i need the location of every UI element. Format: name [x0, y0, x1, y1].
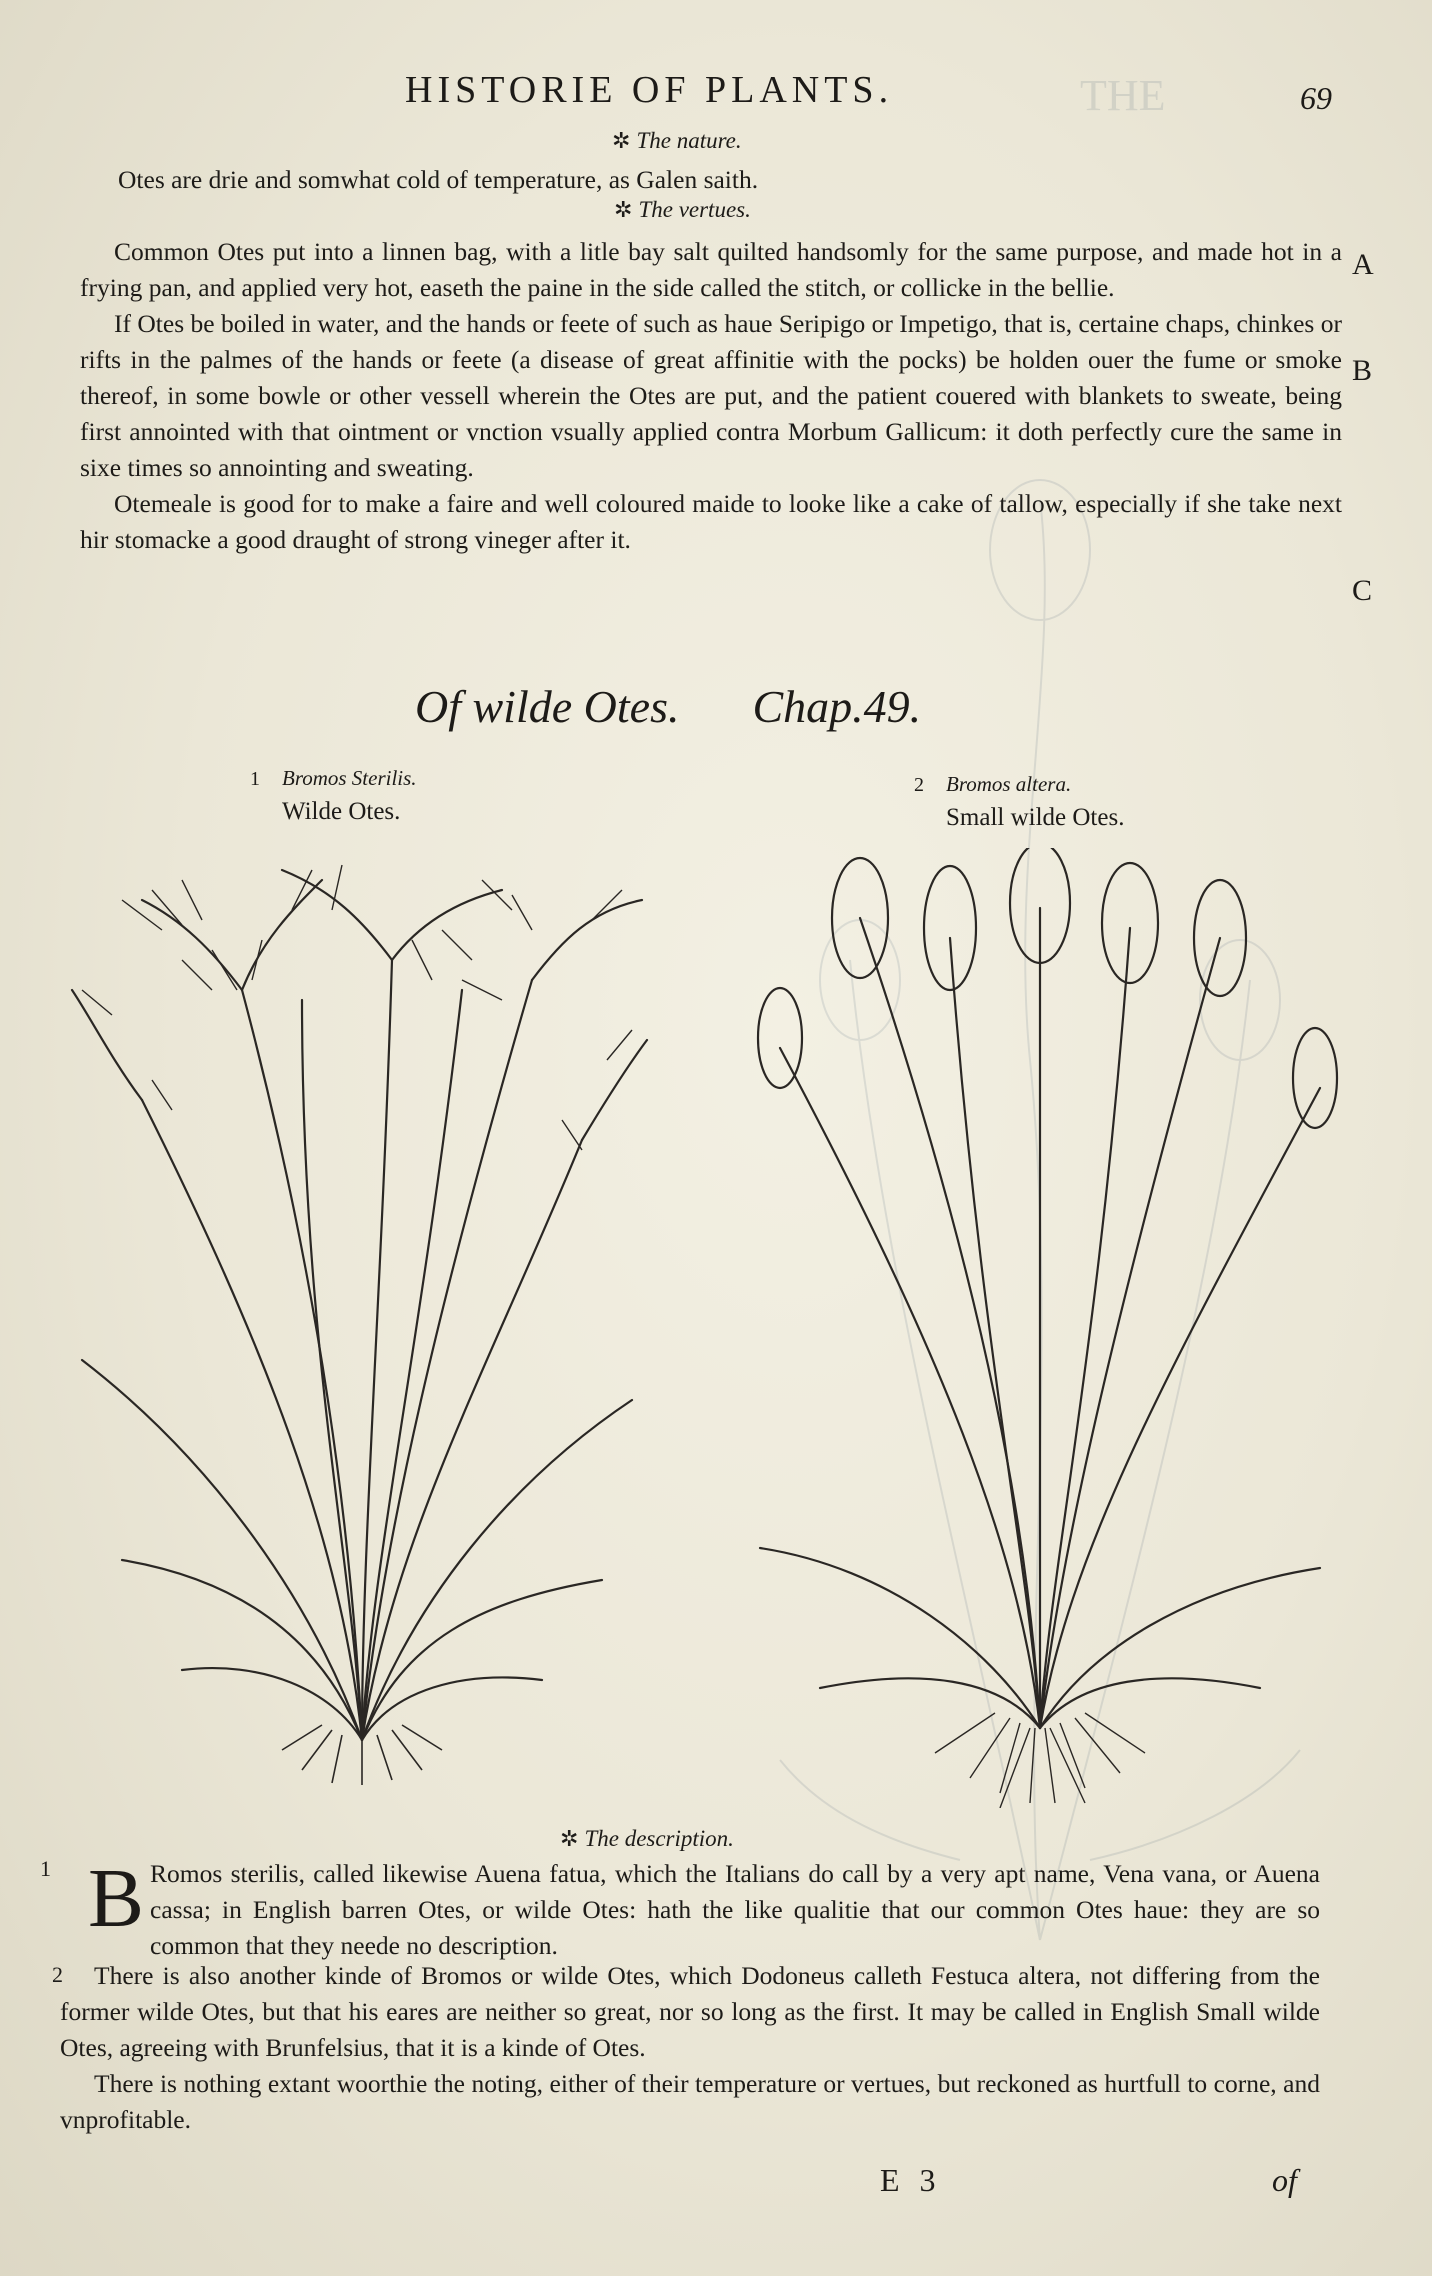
vertues-body: [80, 234, 1342, 558]
description-item-1-text: Romos sterilis, called likewise Auena fatua, which the Italians do call by a very apt name, Vena vana, or Auena cassa; in English barren Otes, or wilde Otes: hath the like qualitie that our common Otes haue: they are so common that they neede no description.: [150, 1859, 1320, 1960]
page-number: 69: [1300, 80, 1332, 116]
vertue-paragraph-c: Otemeale is good for to make a faire and well coloured maide to looke like a cake of tallow, especially if she take next hir stomacke a good draught of strong vineger after it.: [80, 489, 1342, 554]
wild-oats-woodcut-illustration: [62, 840, 652, 1790]
nature-text: Otes are drie and somwhat cold of temperature, as Galen saith.: [118, 165, 759, 194]
catchword: of: [1272, 2162, 1297, 2198]
figure-2-number: 2: [914, 774, 924, 796]
description-item-1-number: 1: [40, 1856, 51, 1881]
description-heading: [560, 1826, 734, 1852]
chapter-title: Of wilde Otes.: [415, 681, 680, 732]
figure-2-latin-name: Bromos altera.: [946, 772, 1072, 796]
small-wild-oats-woodcut-illustration: [740, 848, 1340, 1808]
drop-cap-letter: B: [88, 1852, 145, 1945]
margin-letter-b: B: [1352, 354, 1373, 387]
asterisk-ornament-icon: ✲: [560, 1826, 579, 1851]
nature-heading-text: The nature.: [636, 128, 742, 153]
figure-2-english-name: Small wilde Otes.: [946, 804, 1125, 831]
figure-1-number: 1: [250, 768, 260, 790]
figure-1-english-name: Wilde Otes.: [282, 798, 401, 825]
margin-letter-c: C: [1352, 574, 1373, 607]
vertue-paragraph-b: If Otes be boiled in water, and the hands or feete of such as haue Seripigo or Impetigo, that is, certaine chaps, chinkes or rifts in the palmes of the hands or feete (a disease of great affinitie with the pocks) be holden ouer the fume or smoke thereof, in some bowle or other vessell wherein the Otes are put, and the patient couered with blankets to sweate, being first annointed with that ointment or vnction vsually applied contra Morbum Gallicum: it doth perfectly cure the same in sixe times so annointing and sweating.: [80, 309, 1342, 482]
chapter-number: Chap.49.: [752, 681, 922, 732]
asterisk-ornament-icon: ✲: [614, 197, 633, 222]
description-item-2-number: 2: [52, 1962, 63, 1987]
vertues-heading: [614, 197, 751, 223]
vertue-paragraph-a: Common Otes put into a linnen bag, with a litle bay salt quilted handsomly for the same purpose, and made hot in a frying pan, and applied very hot, easeth the paine in the side called the stitch, or collicke in the bellie.: [80, 237, 1342, 302]
bleed-through-heading: THE: [1080, 71, 1166, 120]
chapter-heading: [415, 680, 921, 733]
running-head: HISTORIE OF PLANTS.: [405, 69, 894, 111]
figure-1-latin-name: Bromos Sterilis.: [282, 766, 417, 790]
description-item-2: [60, 1958, 1320, 2138]
margin-letter-a: A: [1352, 248, 1374, 281]
description-item-2-text: There is also another kinde of Bromos or wilde Otes, which Dodoneus calleth Festuca altera, not differing from the former wilde Otes, but that his eares are neither so great, nor so long as the first. It may be called in English Small wilde Otes, agreeing with Brunfelsius, that it is a kinde of Otes.: [60, 1961, 1320, 2062]
description-heading-text: The description.: [584, 1826, 734, 1851]
signature-mark: E 3: [880, 2162, 942, 2198]
vertues-heading-text: The vertues.: [638, 197, 751, 222]
description-item-3-text: There is nothing extant woorthie the noting, either of their temperature or vertues, but reckoned as hurtfull to corne, and vnprofitable.: [60, 2069, 1320, 2134]
asterisk-ornament-icon: ✲: [612, 128, 631, 153]
description-item-1: [88, 1852, 1320, 1964]
nature-heading: [612, 128, 742, 154]
